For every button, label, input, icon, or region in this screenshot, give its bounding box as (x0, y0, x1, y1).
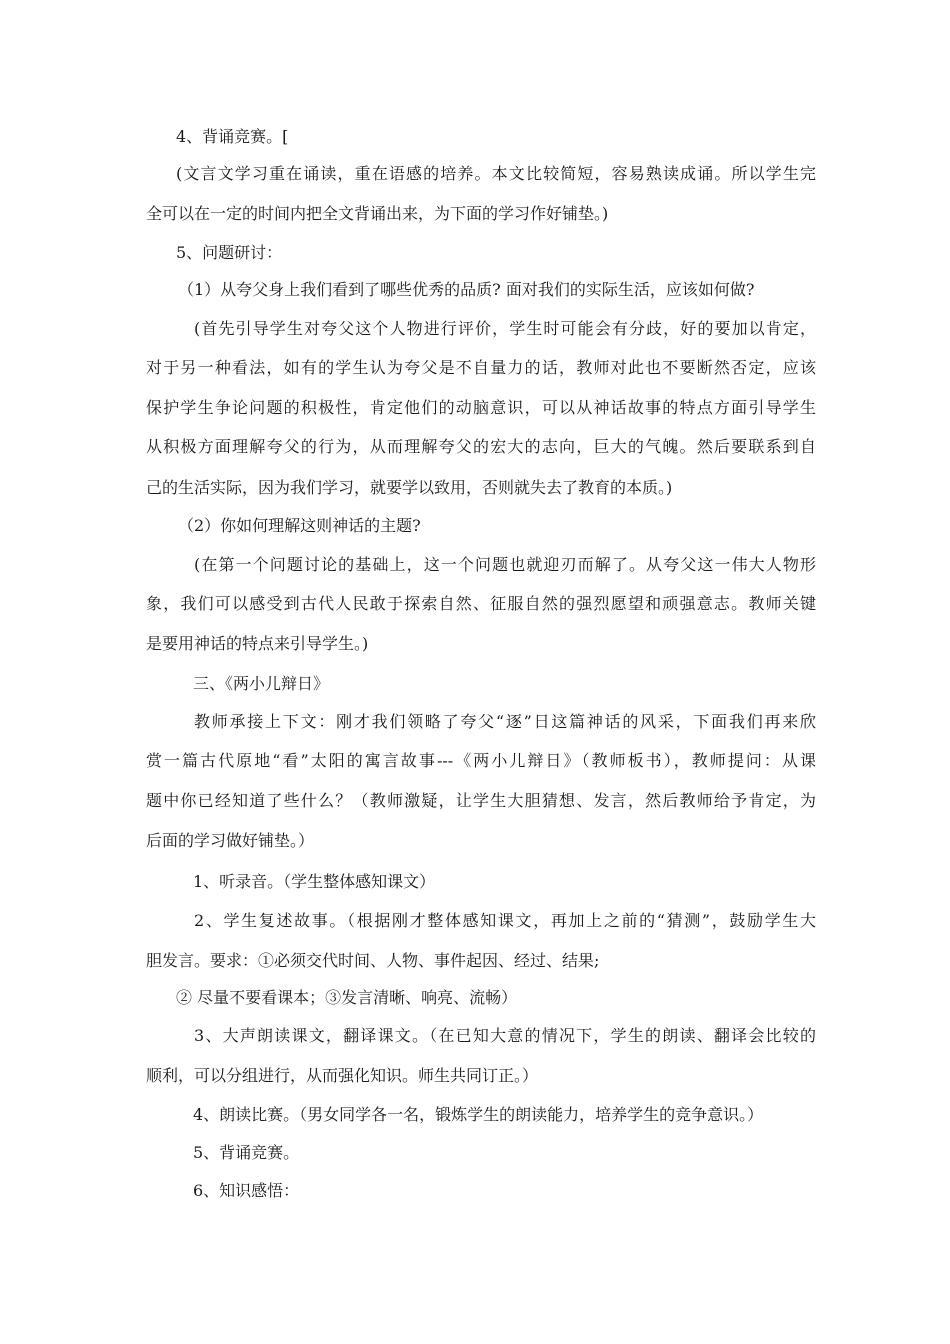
text-line: 是要用神话的特点来引导学生。) (146, 634, 369, 653)
text-line: 从积极方面理解夸父的行为，从而理解夸父的宏大的志向，巨大的气魄。然后要联系到自 (146, 437, 816, 456)
section-heading: 三、《两小儿辩日》 (193, 674, 330, 693)
text-line: 4、背诵竞赛。[ (176, 127, 289, 146)
text-line: (文言文学习重在诵读，重在语感的培养。本文比较简短，容易熟读成诵。所以学生完 (176, 164, 816, 183)
text-line: 己的生活实际，因为我们学习，就要学以致用，否则就失去了教育的本质。) (146, 478, 673, 497)
text-line: 顺利，可以分组进行，从而强化知识。师生共同订正。） (146, 1066, 539, 1085)
text-line: 后面的学习做好铺垫。） (146, 831, 315, 850)
text-line: 胆发言。要求：①必须交代时间、人物、事件起因、经过、结果; (146, 951, 600, 970)
text-line: 象，我们可以感受到古代人民敢于探索自然、征服自然的强烈愿望和顽强意志。教师关键 (146, 594, 816, 613)
text-line: 1、听录音。（学生整体感知课文） (193, 872, 436, 891)
text-line: 题中你已经知道了些什么？（教师激疑，让学生大胆猜想、发言，然后教师给予肯定，为 (146, 791, 816, 810)
text-line: 5、背诵竞赛。 (193, 1143, 300, 1162)
text-line: (在第一个问题讨论的基础上，这一个问题也就迎刃而解了。从夸父这一伟大人物形 (194, 555, 816, 574)
text-line: 4、朗读比赛。（男女同学各一名，锻炼学生的朗读能力，培养学生的竞争意识。） (193, 1105, 764, 1124)
text-line: 对于另一种看法，如有的学生认为夸父是不自量力的话，教师对此也不要断然否定，应该 (146, 358, 816, 377)
text-line: 3、大声朗读课文，翻译课文。（在已知大意的情况下，学生的朗读、翻译会比较的 (194, 1026, 816, 1045)
text-line: 全可以在一定的时间内把全文背诵出来，为下面的学习作好铺垫。) (146, 204, 609, 223)
text-line: （1）从夸父身上我们看到了哪些优秀的品质? 面对我们的实际生活，应该如何做? (178, 280, 755, 299)
text-line: 2、学生复述故事。（根据刚才整体感知课文，再加上之前的“猜测”，鼓励学生大 (194, 911, 816, 930)
text-line: 赏一篇古代原地“看”太阳的寓言故事---《两小儿辩日》（教师板书），教师提问：从课 (146, 751, 816, 770)
text-line: 保护学生争论问题的积极性，肯定他们的动脑意识，可以从神话故事的特点方面引导学生 (146, 398, 816, 417)
text-line: 教师承接上下文：刚才我们领略了夸父“逐”日这篇神话的风采，下面我们再来欣 (194, 712, 816, 731)
text-line: 5、问题研讨： (176, 243, 283, 262)
text-line: ② 尽量不要看课本；③发言清晰、响亮、流畅） (176, 988, 518, 1007)
text-line: 6、知识感悟： (193, 1181, 300, 1200)
text-line: (首先引导学生对夸父这个人物进行评价，学生时可能会有分歧，好的要加以肯定， (194, 319, 816, 338)
text-line: （2）你如何理解这则神话的主题? (178, 516, 421, 535)
